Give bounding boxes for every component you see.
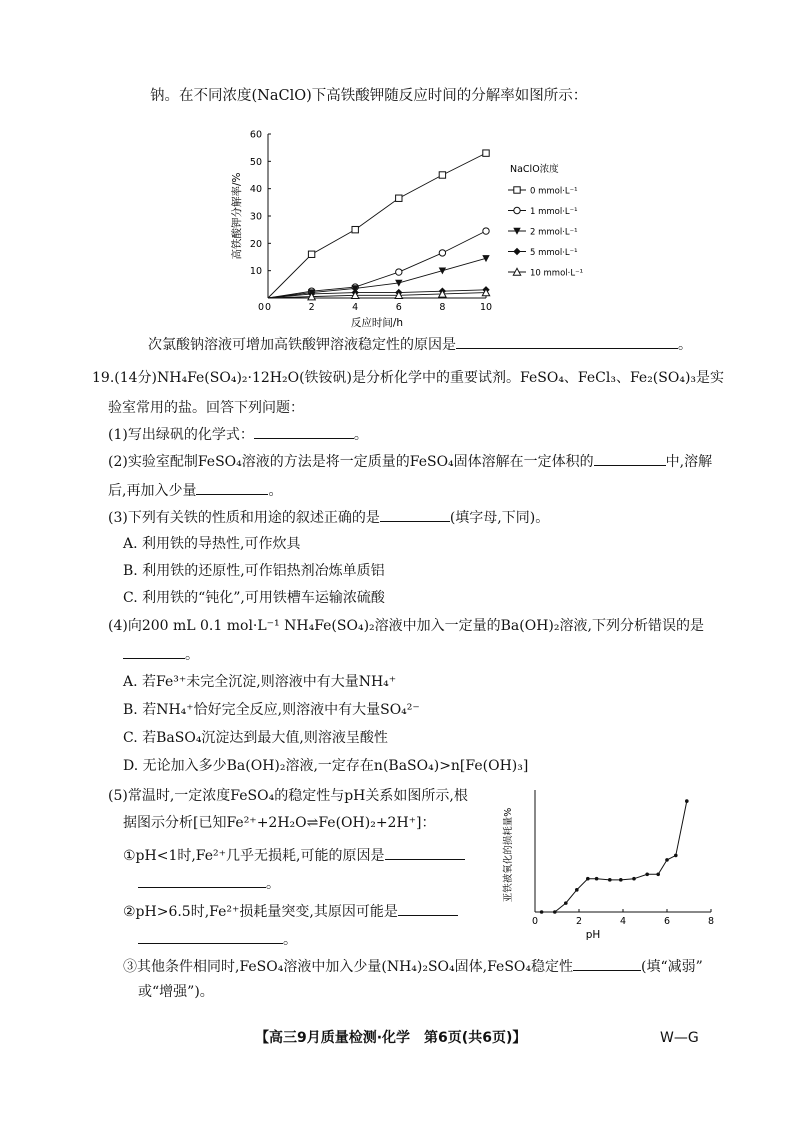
legend-title: NaClO浓度 (510, 164, 559, 175)
q19-part4-stem: (4)向200 mL 0.1 mol·L⁻¹ NH₄Fe(SO₄)₂溶液中加入一定量的Ba(OH)₂溶液,下列分析错误的是 (108, 618, 704, 634)
intro-text: 钠。在不同浓度(NaClO)下高铁酸钾随反应时间的分解率如图所示： (150, 88, 588, 104)
x-tick-label: 0 (264, 302, 272, 313)
y-tick-label: 30 (249, 211, 262, 223)
q19-stem-line-2: 验室常用的盐。回答下列问题： (108, 400, 304, 416)
data-point (645, 872, 649, 876)
data-point (632, 877, 636, 881)
data-point (564, 901, 568, 905)
x-tick-label: 8 (439, 302, 446, 313)
q19-part5-sub3: ③其他条件相同时,FeSO₄溶液中加入少量(NH₄)₂SO₄固体,FeSO₄稳定性 (填“减弱” (123, 956, 703, 977)
series-line (268, 258, 486, 298)
legend-label: 2 mmol·L⁻¹ (530, 227, 578, 238)
q19-part4-option-a: A. 若Fe³⁺未完全沉淀,则溶液中有大量NH₄⁺ (123, 674, 397, 690)
data-point (685, 799, 689, 803)
data-point (619, 878, 623, 882)
x-axis-title: pH (585, 929, 601, 941)
q19-part1: (1)写出绿矾的化学式： 。 (108, 424, 368, 445)
data-point (656, 872, 660, 876)
legend-marker (514, 187, 520, 193)
q19-part5-sub2: ②pH>6.5时,Fe²⁺损耗量突变,其原因可能是 (123, 901, 458, 922)
decomposition-chart (220, 120, 600, 340)
origin-label: 0 (257, 302, 264, 313)
data-point (439, 267, 446, 274)
data-point (483, 228, 489, 234)
series-line (268, 153, 486, 298)
q19-part4-blank: 。 (123, 644, 199, 665)
q18-reason-line: 次氯酸钠溶液可增加高铁酸钾溶液稳定性的原因是 。 (148, 334, 692, 355)
q19-part5-sub3-cont: 或“增强”)。 (138, 984, 214, 1000)
legend-label: 5 mmol·L⁻¹ (530, 248, 578, 258)
x-tick-label: 0 (531, 916, 539, 927)
data-point (608, 878, 612, 882)
ferrous-loss-chart (495, 782, 725, 942)
x-tick-label: 8 (707, 916, 715, 927)
q19-part3-stem: (3)下列有关铁的性质和用途的叙述正确的是 (填字母,下同)。 (108, 507, 549, 528)
q19-part4-option-d: D. 无论加入多少Ba(OH)₂溶液,一定存在n(BaSO₄)>n[Fe(OH)₃] (123, 758, 529, 774)
data-point (540, 910, 544, 914)
legend-marker (514, 207, 520, 213)
data-point (482, 255, 489, 262)
q19-part5-sub2-cont: 。 (138, 929, 297, 950)
data-point (674, 854, 678, 858)
q19-stem-line-1: 19.(14分)NH₄Fe(SO₄)₂·12H₂O(铁铵矾)是分析化学中的重要试剂。FeSO₄、FeCl₃、Fe₂(SO₄)₃是实 (92, 370, 725, 386)
q19-part2-line2: 后,再加入少量 。 (108, 480, 282, 501)
legend-label: 1 mmol·L⁻¹ (530, 207, 578, 217)
q19-part5-sub1: ①pH<1时,Fe²⁺几乎无损耗,可能的原因是 (123, 845, 465, 866)
x-tick-label: 10 (479, 302, 493, 313)
q19-part4-option-c: C. 若BaSO₄沉淀达到最大值,则溶液呈酸性 (123, 730, 388, 746)
data-point (396, 195, 402, 201)
data-point (575, 888, 579, 892)
q19-part3-option-c: C. 利用铁的“钝化”,可用铁槽车运输浓硫酸 (123, 590, 385, 606)
y-axis-title: 亚铁被氧化的损耗量% (503, 807, 514, 903)
legend-label: 0 mmol·L⁻¹ (530, 186, 578, 197)
y-tick-label: 40 (249, 184, 262, 196)
x-tick-label: 2 (575, 916, 583, 927)
q19-part4-option-b: B. 若NH₄⁺恰好完全反应,则溶液中有大量SO₄²⁻ (123, 702, 420, 718)
q19-part5-line1: (5)常温时,一定浓度FeSO₄的稳定性与pH关系如图所示,根 (108, 788, 468, 804)
y-tick-label: 50 (249, 156, 262, 168)
y-tick-label: 60 (249, 129, 262, 141)
series-line (542, 801, 687, 912)
y-tick-label: 20 (249, 238, 262, 250)
x-tick-label: 6 (663, 916, 671, 927)
footer-right: W—G (660, 1030, 699, 1046)
data-point (586, 877, 590, 881)
data-point (665, 858, 669, 862)
legend-label: 10 mmol·L⁻¹ (530, 268, 583, 279)
y-axis-title: 高铁酸钾分解率/% (231, 172, 243, 260)
x-tick-label: 4 (619, 916, 627, 927)
q19-part3-option-a: A. 利用铁的导热性,可作炊具 (123, 536, 301, 552)
x-tick-label: 2 (308, 302, 315, 313)
q19-part2-line1: (2)实验室配制FeSO₄溶液的方法是将一定质量的FeSO₄固体溶解在一定体积的 中,溶解 (108, 451, 712, 472)
data-point (439, 172, 445, 178)
legend-marker (513, 248, 520, 255)
q19-part3-option-b: B. 利用铁的还原性,可作铝热剂冶炼单质铝 (123, 563, 385, 579)
data-point (396, 269, 402, 275)
x-axis-title: 反应时间/h (350, 317, 404, 329)
x-tick-label: 4 (352, 302, 359, 313)
data-point (553, 910, 557, 914)
x-tick-label: 6 (395, 302, 402, 313)
data-point (352, 226, 358, 232)
footer-center: 【高三9月质量检测·化学 第6页(共6页)】 (255, 1030, 527, 1046)
data-point (595, 877, 599, 881)
y-tick-label: 10 (249, 266, 262, 278)
q19-part5-line2: 据图示分析[已知Fe²⁺+2H₂O⇌Fe(OH)₂+2H⁺]： (123, 815, 436, 831)
series-line (268, 231, 486, 298)
data-point (439, 250, 445, 256)
data-point (308, 251, 314, 257)
data-point (483, 150, 489, 156)
q19-part5-sub1-cont: 。 (138, 873, 280, 894)
